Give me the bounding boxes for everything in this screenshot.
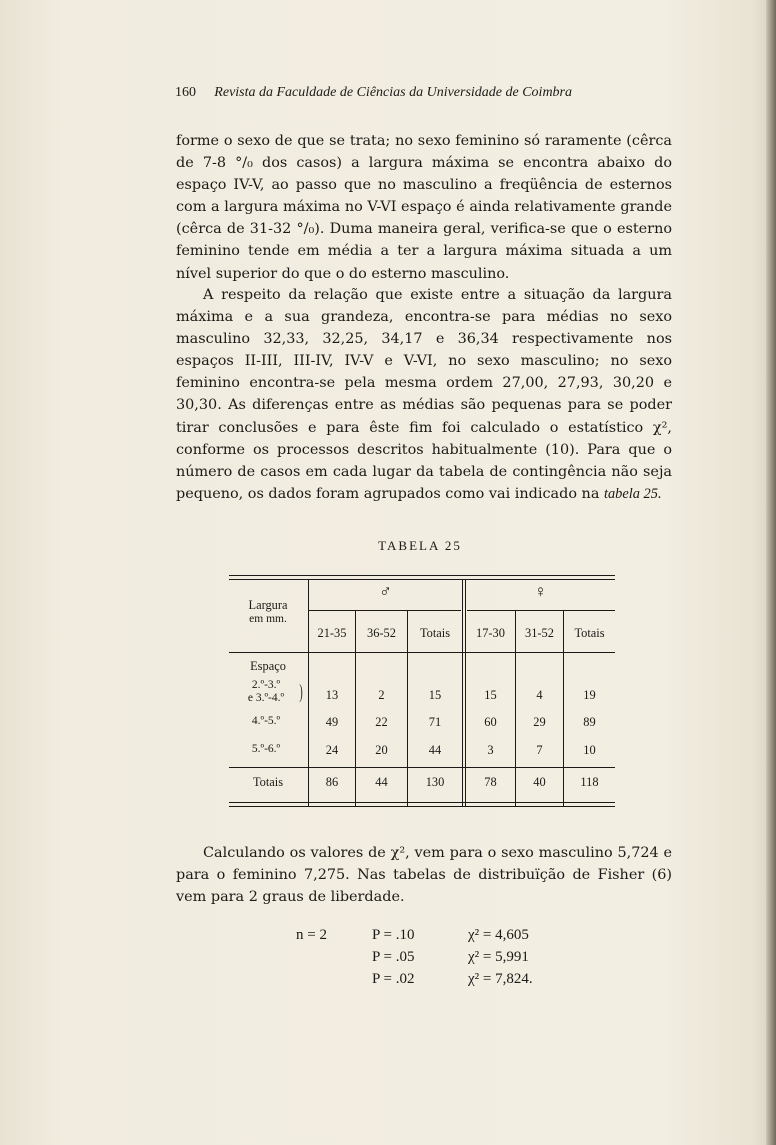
table-cell: 13 [325, 688, 339, 702]
table-cell: 71 [428, 715, 442, 729]
table-cell: 15 [484, 688, 497, 702]
table-top-rule-2 [229, 579, 615, 580]
column-header: Totais [419, 626, 451, 640]
table-cell: 44 [428, 743, 442, 757]
stats-row [296, 949, 596, 971]
table-cell: 10 [583, 743, 596, 757]
female-group-rule [467, 610, 615, 611]
table-cell: 60 [484, 715, 497, 729]
table-reference: tabela 25. [603, 485, 662, 502]
table-bottom-rule-2 [229, 806, 615, 807]
critical-values-block [296, 927, 596, 993]
table-cell: 24 [325, 743, 339, 757]
table-title: TABELA 25 [378, 538, 462, 553]
table-cell: 2 [378, 688, 385, 702]
stats-row [296, 971, 596, 993]
totals-cell: 40 [533, 775, 546, 789]
row-label: 4.º-5.º [251, 715, 281, 727]
chi-square-value: χ² = 5,991 [468, 949, 529, 965]
stats-row [296, 927, 596, 949]
paragraph-2-text: A respeito da relação que existe entre a situação da largura máxima e a sua grandeza, encontra-se para médias no sexo masculino 32,33, 32,25, 34,17 e 36,34 respectivamente nos espaços II-III, III-IV, IV-V e V-VI, no sexo masculino; no sexo feminino encontra-se pela mesma ordem 27,00, 27,93, 30,20 e 30,30. As diferenças entre as médias são pequenas para se poder tirar conclusões e para êste fim foi calculado o estatístico χ², conforme os processos descritos habitualmente (10). Para que o número de casos em cada lugar da tabela de contingência não seja pequeno, os dados foram agrupados como vai indicado na [176, 287, 672, 502]
probability-value: P = .10 [372, 927, 415, 943]
paragraph-2 [176, 284, 672, 505]
totals-cell: 130 [425, 775, 445, 789]
page-number: 160 [175, 85, 196, 100]
probability-value: P = .02 [372, 971, 415, 987]
male-group-rule [309, 610, 461, 611]
probability-value: P = .05 [372, 949, 415, 965]
table-cell: 4 [536, 688, 543, 702]
column-header: Totais [574, 626, 605, 640]
column-header: 36-52 [367, 626, 396, 640]
totals-cell: 44 [375, 775, 388, 789]
totals-cell: 118 [580, 775, 599, 789]
totals-cell: 78 [484, 775, 497, 789]
totals-rule [229, 767, 615, 768]
chi-square-value: χ² = 7,824. [468, 971, 533, 987]
bracket: ) [299, 681, 303, 703]
row-label: 2.º-3.º [251, 679, 281, 691]
header-bottom-rule [229, 652, 615, 653]
paragraph-3: Calculando os valores de χ², vem para o sexo masculino 5,724 e para o feminino 7,275. Nas tabelas de distribuïção de Fisher (6) vem para 2 graus de liberdade. [176, 845, 672, 906]
journal-title: Revista da Faculdade de Ciências da Universidade de Coimbra [214, 85, 573, 100]
table-cell: 20 [375, 743, 388, 757]
corner-label-2: em mm. [249, 613, 287, 625]
table-cell: 29 [533, 715, 546, 729]
row-label: 5.º-6.º [251, 743, 281, 755]
male-symbol: ♂ [379, 582, 392, 601]
totals-cell: 86 [325, 775, 339, 789]
table-cell: 3 [487, 743, 494, 757]
row-group-label: Espaço [250, 659, 286, 673]
table-cell: 89 [583, 715, 596, 729]
table-cell: 22 [375, 715, 388, 729]
table-cell: 19 [583, 688, 596, 702]
column-header: 17-30 [476, 626, 505, 640]
sex-divider-a [462, 579, 463, 806]
degrees-of-freedom: n = 2 [296, 927, 327, 943]
table-cell: 49 [325, 715, 339, 729]
corner-label-1: Largura [248, 598, 288, 612]
running-header [175, 84, 645, 101]
contingency-table [229, 575, 615, 809]
table-cell: 15 [428, 688, 442, 702]
paragraph-1: forme o sexo de que se trata; no sexo feminino só raramente (cêrca de 7-8 °/₀ dos casos) a largura máxima se encontra abaixo do espaço IV-V, ao passo que no masculino a freqüência de esternos com a largura máxima no V-VI espaço é ainda relativamente grande (cêrca de 31-32 °/₀). Duma maneira geral, verifica-se que o esterno feminino tende em média a ter a largura máxima situada a um nível superior do que o do esterno masculino. [176, 133, 672, 282]
column-header: 31-52 [525, 626, 554, 640]
column-header: 21-35 [317, 626, 347, 640]
page-edge-shadow [766, 0, 776, 1145]
table-cell: 7 [536, 743, 543, 757]
totals-label: Totais [252, 775, 284, 789]
chi-square-value: χ² = 4,605 [468, 927, 529, 943]
female-symbol: ♀ [534, 582, 547, 601]
row-label: e 3.º-4.º [247, 692, 285, 704]
table-top-rule [229, 575, 615, 576]
table-bottom-rule [229, 802, 615, 803]
